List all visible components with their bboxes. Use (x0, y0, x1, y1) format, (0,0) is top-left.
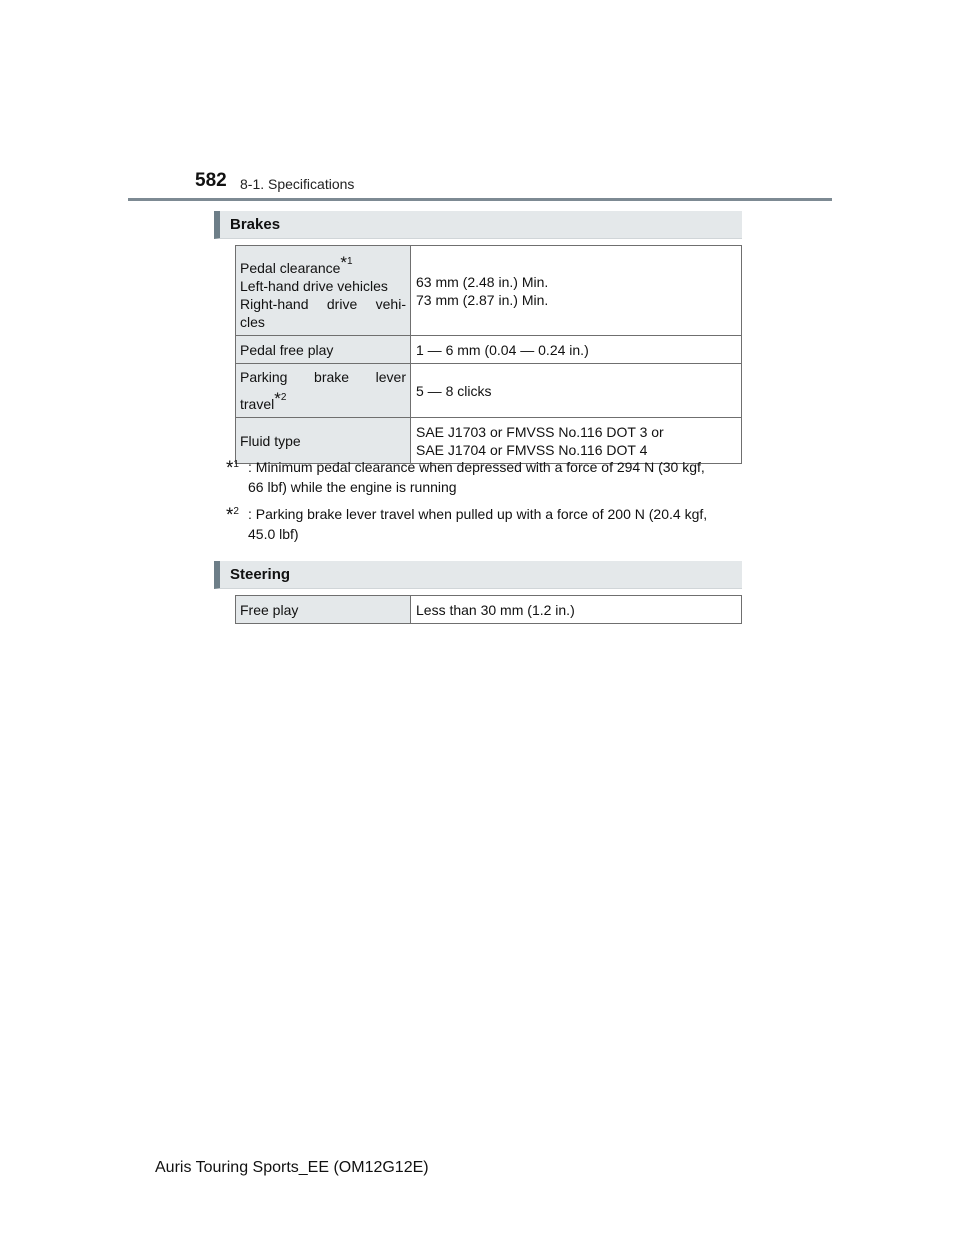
table-row (236, 596, 742, 624)
footnote-ref: *2 (274, 389, 287, 408)
footnote-2-line-1: : Parking brake lever travel when pulled up with a force of 200 N (20.4 kgf, (248, 506, 708, 522)
free-play-value: Less than 30 mm (1.2 in.) (411, 596, 742, 624)
footnotes (226, 457, 743, 551)
footnote-1-line-2: 66 lbf) while the engine is running (248, 479, 457, 495)
table-row (236, 364, 742, 418)
brakes-section-heading (214, 211, 742, 239)
pedal-free-play-key: Pedal free play (236, 336, 411, 364)
steering-section-title: Steering (230, 566, 291, 583)
parking-brake-key (236, 364, 411, 418)
pedal-clearance-rhd-cont: cles (240, 314, 265, 330)
table-row (236, 336, 742, 364)
section-label: 8-1. Specifications (240, 176, 355, 192)
fluid-type-key: Fluid type (236, 418, 411, 464)
steering-spec-table (235, 595, 742, 624)
footnote-1-line-1: : Minimum pedal clearance when depressed with a force of 294 N (30 kgf, (248, 459, 705, 475)
footnote-2 (226, 504, 743, 544)
pedal-free-play-value: 1 — 6 mm (0.04 — 0.24 in.) (411, 336, 742, 364)
footnote-2-line-2: 45.0 lbf) (248, 526, 299, 542)
header-rule (128, 198, 832, 201)
pedal-clearance-value (411, 246, 742, 336)
pedal-clearance-key (236, 246, 411, 336)
page-number: 582 (195, 170, 227, 191)
pedal-clearance-lhd: Left-hand drive vehicles (240, 278, 388, 294)
table-row (236, 246, 742, 336)
fluid-type-value-1: SAE J1703 or FMVSS No.116 DOT 3 or (416, 423, 664, 440)
pedal-clearance-rhd-value: 73 mm (2.87 in.) Min. (416, 291, 549, 308)
pedal-clearance-lhd-value: 63 mm (2.48 in.) Min. (416, 273, 549, 290)
free-play-key: Free play (236, 596, 411, 624)
parking-brake-value: 5 — 8 clicks (411, 364, 742, 418)
footnote-marker: *$^2$ (226, 505, 239, 526)
footnote-1 (226, 457, 743, 497)
steering-section-heading (214, 561, 742, 589)
parking-brake-label: Parking brake lever (240, 369, 406, 385)
pedal-clearance-rhd: Right-hand drive vehi- (240, 296, 406, 312)
footnote-ref: *1 (340, 253, 353, 272)
pedal-clearance-label: Pedal clearance (240, 260, 341, 276)
parking-brake-label-cont: travel (240, 396, 275, 412)
fluid-type-value-2: SAE J1704 or FMVSS No.116 DOT 4 (416, 441, 648, 458)
brakes-section-title: Brakes (230, 216, 281, 233)
footnote-marker: *$^1$ (226, 458, 239, 479)
document-footer: Auris Touring Sports_EE (OM12G12E) (155, 1159, 429, 1176)
page-header (0, 0, 960, 204)
brakes-spec-table (235, 245, 742, 464)
